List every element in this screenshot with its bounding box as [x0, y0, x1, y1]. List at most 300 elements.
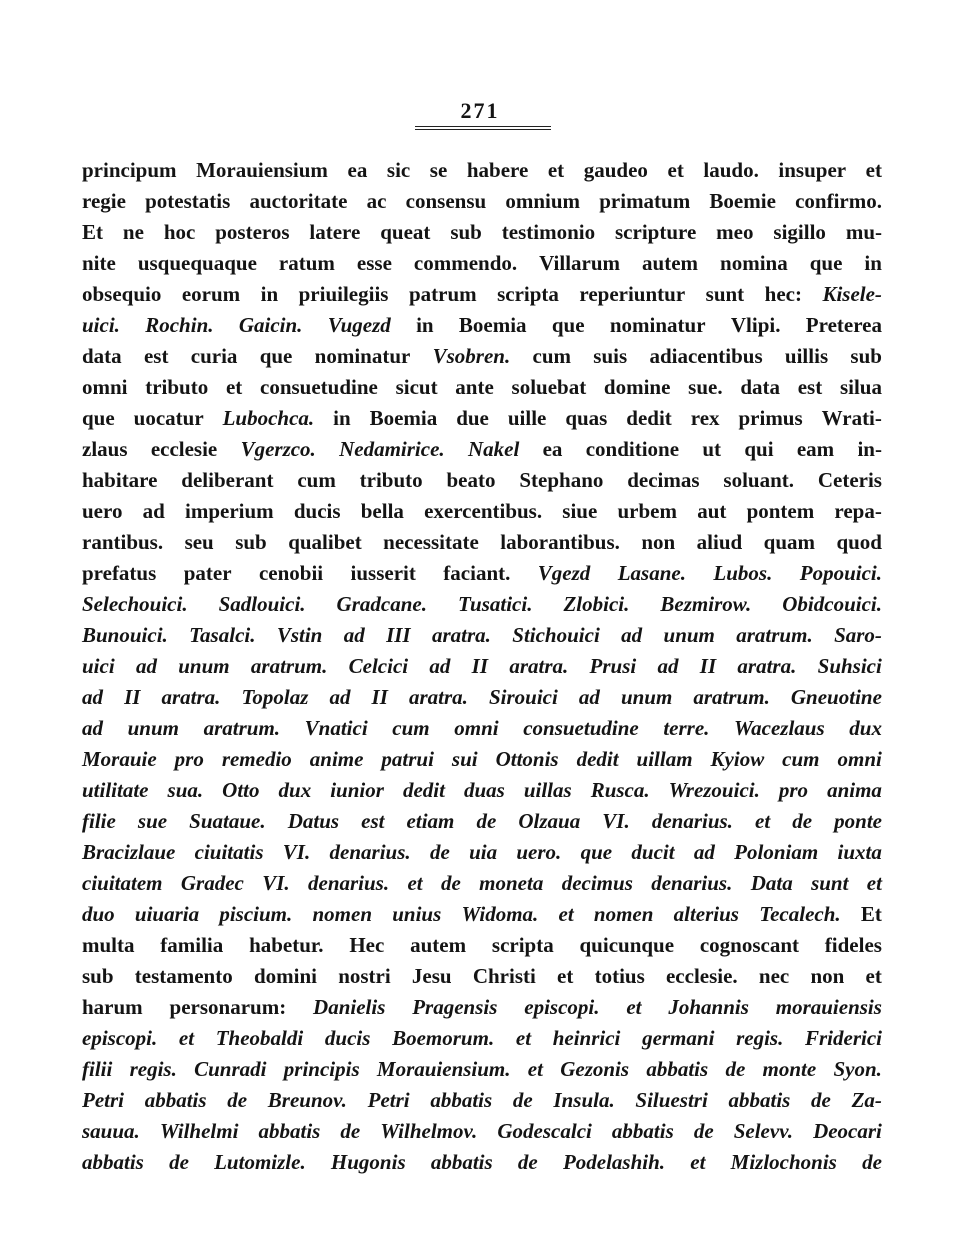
word: Rochin.	[145, 313, 214, 337]
word: Jesu	[411, 964, 452, 988]
text-line	[82, 465, 882, 496]
word: pontem	[746, 499, 815, 523]
word: nominatur	[314, 344, 411, 368]
word: sua.	[167, 778, 204, 802]
word: et	[515, 1026, 532, 1050]
word: uero	[82, 499, 123, 523]
word: ducis	[293, 499, 341, 523]
word: adiacentibus	[649, 344, 763, 368]
word: episcopi.	[82, 1026, 158, 1050]
word: cum	[782, 747, 820, 771]
word: autem	[410, 933, 467, 957]
word: uero.	[516, 840, 562, 864]
word: Olzaua	[518, 809, 581, 833]
word: sub	[82, 964, 114, 988]
word: anima	[827, 778, 882, 802]
word: Villarum	[539, 251, 621, 275]
word: uillam	[636, 747, 693, 771]
word: consensu	[405, 189, 487, 213]
text-line	[82, 279, 882, 310]
word: Gezonis	[560, 1057, 630, 1081]
word: ea	[542, 437, 563, 461]
word: data	[82, 344, 122, 368]
word: Boemorum.	[392, 1026, 495, 1050]
word: VI.	[262, 871, 290, 895]
word: regie	[82, 189, 126, 213]
text-line	[82, 837, 882, 868]
word: et	[755, 809, 771, 833]
word: heinrici	[552, 1026, 621, 1050]
word: de	[811, 1088, 831, 1112]
word: Tusatici.	[457, 592, 533, 616]
word: est	[361, 809, 385, 833]
word: denarius.	[329, 840, 411, 864]
word: aratrum.	[693, 685, 770, 709]
word: Data	[750, 871, 793, 895]
word: aut	[697, 499, 727, 523]
text-line	[82, 155, 882, 186]
text-line	[82, 930, 882, 961]
word: ut	[702, 437, 722, 461]
word: auctoritate	[249, 189, 348, 213]
word: Wrati-	[821, 406, 882, 430]
word: aratra.	[431, 623, 491, 647]
word: ad	[578, 685, 600, 709]
word: iusserit	[350, 561, 416, 585]
word: de	[517, 1150, 538, 1174]
word: denarius.	[651, 871, 733, 895]
word: abbatis	[646, 1057, 709, 1081]
word: deliberant	[181, 468, 274, 492]
word: Stephano	[519, 468, 604, 492]
word: suis	[593, 344, 628, 368]
word: omnium	[505, 189, 581, 213]
word: non	[641, 530, 676, 554]
word: harum	[82, 995, 143, 1019]
word: Lutomizle.	[214, 1150, 306, 1174]
word: rex	[690, 406, 720, 430]
word: meo	[716, 220, 754, 244]
word: moneta	[479, 871, 544, 895]
word: utilitate	[82, 778, 149, 802]
word: scripture	[615, 220, 697, 244]
word: abbatis	[82, 1150, 144, 1174]
word: rantibus.	[82, 530, 164, 554]
word: de	[227, 1088, 248, 1112]
word: totius	[594, 964, 645, 988]
text-line	[82, 341, 882, 372]
word: VI.	[282, 840, 311, 864]
word: Friderici	[805, 1026, 882, 1050]
word: piscium.	[219, 902, 293, 926]
word: episcopi.	[524, 995, 600, 1019]
word: faciant.	[443, 561, 511, 585]
word: quam	[763, 530, 815, 554]
word: pro	[174, 747, 204, 771]
word: denarius.	[308, 871, 390, 895]
text-line	[82, 806, 882, 837]
word: quod	[836, 530, 882, 554]
word: conditione	[585, 437, 680, 461]
word: patrui	[381, 747, 434, 771]
word: aratrum.	[250, 654, 328, 678]
word: Vstin	[276, 623, 323, 647]
word: ecclesie	[150, 437, 218, 461]
word: aratra.	[737, 654, 797, 678]
word: duas	[463, 778, 505, 802]
word: scripta	[497, 282, 559, 306]
body-text	[82, 155, 882, 1178]
word: ducit	[631, 840, 675, 864]
word: sub	[450, 220, 482, 244]
word: Za-	[851, 1088, 882, 1112]
word: sigillo	[773, 220, 826, 244]
word: Vlipi.	[730, 313, 781, 337]
word: testamento	[134, 964, 233, 988]
text-line	[82, 651, 882, 682]
word: cognoscant	[699, 933, 800, 957]
word: Popouici.	[799, 561, 882, 585]
word: Zlobici.	[563, 592, 630, 616]
text-line	[82, 589, 882, 620]
text-line	[82, 992, 882, 1023]
word: beato	[446, 468, 496, 492]
text-line	[82, 682, 882, 713]
word: non	[810, 964, 845, 988]
word: est	[143, 344, 169, 368]
word: dux	[278, 778, 312, 802]
word: Otto	[222, 778, 260, 802]
word: Johannis	[668, 995, 749, 1019]
word: etiam	[406, 809, 455, 833]
word: Datus	[287, 809, 340, 833]
word: consuetudine	[260, 375, 378, 399]
word: principum	[82, 158, 177, 182]
word: Vnatici	[304, 716, 368, 740]
word: ad	[135, 654, 157, 678]
word: de	[693, 1119, 714, 1143]
word: Suhsici	[817, 654, 882, 678]
word: Christi	[472, 964, 536, 988]
word: cum	[392, 716, 430, 740]
word: Boemia	[458, 313, 527, 337]
word: Bunouici.	[82, 623, 168, 647]
text-line	[82, 217, 882, 248]
text-line	[82, 527, 882, 558]
word: aratra.	[161, 685, 221, 709]
word: nomen	[593, 902, 654, 926]
word: nite	[82, 251, 116, 275]
text-line	[82, 372, 882, 403]
text-line	[82, 744, 882, 775]
word: unum	[620, 685, 673, 709]
word: et	[626, 995, 642, 1019]
word: Gradec	[180, 871, 244, 895]
word: sauua.	[82, 1119, 140, 1143]
word: bella	[360, 499, 404, 523]
word: Boemia	[369, 406, 438, 430]
word: et	[865, 964, 882, 988]
word: tributo	[359, 468, 423, 492]
page-number-rule	[415, 129, 551, 130]
word: sue	[137, 809, 168, 833]
word: ad	[82, 685, 103, 709]
word: III	[386, 623, 411, 647]
word: ad	[657, 654, 679, 678]
word: eam	[796, 437, 835, 461]
word: Prusi	[589, 654, 637, 678]
word: anime	[309, 747, 364, 771]
word: et	[558, 902, 574, 926]
word: nec	[758, 964, 790, 988]
word: de	[169, 1150, 189, 1174]
word: mu-	[845, 220, 882, 244]
word: de	[429, 840, 450, 864]
word: Suataue.	[189, 809, 266, 833]
word: sunt	[811, 871, 849, 895]
word: Saro-	[834, 623, 882, 647]
word: unum	[178, 654, 230, 678]
word: omni	[82, 375, 128, 399]
word: due	[456, 406, 489, 430]
word: abbatis	[258, 1119, 321, 1143]
word: in	[333, 406, 351, 430]
word: soluant.	[723, 468, 794, 492]
word: nostri	[338, 964, 391, 988]
word: nomina	[720, 251, 788, 275]
word: ponte	[834, 809, 882, 833]
word: abbatis	[430, 1150, 493, 1174]
word: ad	[693, 840, 715, 864]
word: Wilhelmov.	[380, 1119, 478, 1143]
word: ad	[429, 654, 451, 678]
word: sub	[850, 344, 882, 368]
word: ante	[455, 375, 494, 399]
word: denarius.	[651, 809, 733, 833]
word: personarum:	[169, 995, 287, 1019]
word: Hec	[349, 933, 385, 957]
word: prefatus	[82, 561, 157, 585]
word: sicut	[395, 375, 438, 399]
word: Selevv.	[733, 1119, 793, 1143]
word: regis.	[736, 1026, 784, 1050]
word: repa-	[834, 499, 882, 523]
word: que	[259, 344, 293, 368]
word: reperiuntur	[579, 282, 686, 306]
word: Vgerzco.	[240, 437, 316, 461]
word: uillas	[523, 778, 572, 802]
word: domine	[603, 375, 671, 399]
word: qui	[744, 437, 774, 461]
word: pater	[183, 561, 232, 585]
word: uillis	[784, 344, 829, 368]
word: quicunque	[579, 933, 675, 957]
word: sui	[451, 747, 478, 771]
word: autem	[642, 251, 699, 275]
word: et	[690, 1150, 706, 1174]
text-line	[82, 899, 882, 930]
word: laudo.	[703, 158, 759, 182]
word: in	[260, 282, 279, 306]
word: filii	[82, 1057, 113, 1081]
word: Celcici	[348, 654, 409, 678]
text-line	[82, 1085, 882, 1116]
text-line	[82, 496, 882, 527]
word: Wrezouici.	[668, 778, 760, 802]
word: Petri	[82, 1088, 124, 1112]
word: filie	[82, 809, 116, 833]
word: de	[862, 1150, 882, 1174]
word: unum	[127, 716, 179, 740]
word: abbatis	[144, 1088, 207, 1112]
word: et	[667, 158, 684, 182]
word: iuxta	[837, 840, 882, 864]
word: primus	[738, 406, 803, 430]
word: eorum	[181, 282, 241, 306]
word: confirmo.	[795, 189, 882, 213]
word: Widoma.	[461, 902, 539, 926]
word: Tasalci.	[189, 623, 256, 647]
word: qualibet	[288, 530, 362, 554]
word: ratum	[278, 251, 335, 275]
word: uocatur	[133, 406, 204, 430]
word: monte	[762, 1057, 817, 1081]
word: Morauiensium.	[376, 1057, 511, 1081]
word: II	[699, 654, 717, 678]
word: II	[371, 685, 388, 709]
word: dedit	[576, 747, 619, 771]
word: Preterea	[805, 313, 882, 337]
word: alterius	[673, 902, 739, 926]
word: remedio	[221, 747, 292, 771]
word: multa	[82, 933, 135, 957]
word: VI.	[602, 809, 630, 833]
word: pro	[778, 778, 809, 802]
word: Hugonis	[330, 1150, 406, 1174]
word: et	[225, 375, 243, 399]
word: omni	[837, 747, 882, 771]
word: et	[865, 158, 882, 182]
word: Kisele-	[822, 282, 882, 306]
word: tributo	[145, 375, 209, 399]
word: testimonio	[501, 220, 596, 244]
word: sub	[235, 530, 267, 554]
word: unum	[663, 623, 715, 647]
word: Syon.	[833, 1057, 882, 1081]
word: potestatis	[145, 189, 231, 213]
word: ciuitatem	[82, 871, 163, 895]
word: aratrum.	[203, 716, 281, 740]
word: uiuaria	[134, 902, 200, 926]
word: Ceteris	[817, 468, 882, 492]
word: de	[476, 809, 497, 833]
word: sue.	[688, 375, 723, 399]
word: Boemie	[709, 189, 776, 213]
word: Danielis	[313, 995, 386, 1019]
word: morauiensis	[775, 995, 882, 1019]
word: et	[557, 964, 574, 988]
word: ac	[366, 189, 387, 213]
text-line	[82, 434, 882, 465]
word: unius	[392, 902, 442, 926]
word: in	[864, 251, 882, 275]
text-line	[82, 403, 882, 434]
word: posteros	[215, 220, 290, 244]
word: Topolaz	[241, 685, 309, 709]
word: familia	[160, 933, 224, 957]
word: regis.	[129, 1057, 177, 1081]
word: Poloniam	[734, 840, 819, 864]
word: Ottonis	[495, 747, 559, 771]
word: de	[725, 1057, 746, 1081]
word: Wacezlaus	[734, 716, 825, 740]
word: Podelashih.	[562, 1150, 666, 1174]
word: Morauie	[82, 747, 157, 771]
word: et	[407, 871, 423, 895]
text-line	[82, 713, 882, 744]
word: abbatis	[728, 1088, 791, 1112]
word: Wilhelmi	[159, 1119, 239, 1143]
word: iunior	[330, 778, 384, 802]
word: abbatis	[430, 1088, 493, 1112]
word: Rusca.	[590, 778, 650, 802]
word: ad	[82, 716, 103, 740]
word: Vsobren.	[432, 344, 511, 368]
word: Obidcouici.	[782, 592, 882, 616]
word: de	[340, 1119, 361, 1143]
word: in-	[857, 437, 882, 461]
word: omni	[454, 716, 499, 740]
word: Nakel	[467, 437, 520, 461]
word: decimas	[627, 468, 700, 492]
word: insuper	[778, 158, 847, 182]
text-line	[82, 868, 882, 899]
text-line	[82, 1116, 882, 1147]
word: principis	[283, 1057, 360, 1081]
word: de	[792, 809, 813, 833]
word: Theobaldi	[215, 1026, 304, 1050]
word: data	[740, 375, 780, 399]
word: Breunov.	[267, 1088, 347, 1112]
word: germani	[642, 1026, 715, 1050]
text-line	[82, 1147, 882, 1178]
word: ecclesie.	[665, 964, 738, 988]
word: Bracizlaue	[82, 840, 176, 864]
word: Sirouici	[488, 685, 558, 709]
word: fideles	[824, 933, 882, 957]
word: sic	[386, 158, 411, 182]
word: patrum	[408, 282, 477, 306]
word: in	[416, 313, 434, 337]
word: obsequio	[82, 282, 162, 306]
word: ad	[343, 623, 365, 647]
word: et	[527, 1057, 543, 1081]
word: dux	[849, 716, 882, 740]
word: et	[178, 1026, 195, 1050]
word: latere	[309, 220, 361, 244]
word: quas	[565, 406, 608, 430]
word: silua	[839, 375, 882, 399]
word: zlaus	[82, 437, 128, 461]
word: aratrum.	[736, 623, 813, 647]
word: hoc	[163, 220, 196, 244]
word: nominatur	[609, 313, 706, 337]
text-line	[82, 310, 882, 341]
word: Lubochca.	[222, 406, 315, 430]
word: sunt	[705, 282, 745, 306]
word: duo	[82, 902, 115, 926]
word: Siluestri	[635, 1088, 708, 1112]
